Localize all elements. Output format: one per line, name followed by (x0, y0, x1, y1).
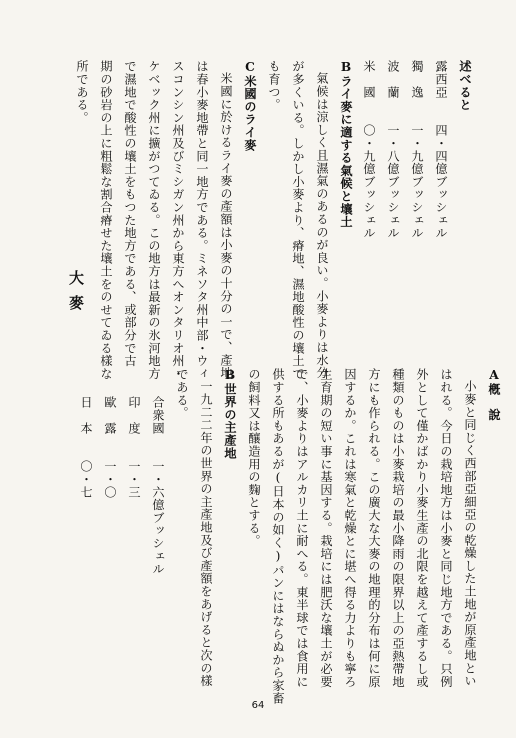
lower_table-line-t2: 印 度 一・三 (127, 396, 141, 499)
upper_right-line-heading_c: C米國のライ麥 (243, 60, 257, 152)
lower_right-line-q3: 外として僅かばかり小麥生產の北限を越えて產するし或 (415, 368, 429, 688)
upper_right-line-p10: 所である。 (75, 60, 89, 124)
lower_right-line-heading_a: A槪 說 (487, 368, 501, 421)
upper_right-line-p7: ケベック州に擴がつてゐる。この地方は最新の氷河地方 (147, 60, 161, 380)
lower_table-line-t4: 日 本 〇・七 (79, 396, 93, 499)
section-heading: 大麥 (67, 270, 85, 320)
lower_table-line-t3: 歐 露 一・〇 (103, 396, 117, 499)
upper_right-line-p2: が多くいる。しかし小麥より、瘠地、濕地酸性の壤土で (291, 60, 305, 380)
lower_right-line-q6: 因するか。これは寒氣と乾燥とに堪へ得る力よりも寧ろ (343, 368, 357, 688)
lower_right-line-heading_b2: B世界の主產地 (223, 368, 237, 460)
lower_right-line-q10: の飼料又は釀造用の麴とする。 (247, 368, 261, 548)
upper_right-line-row2: 獨 逸 一・九億ブッシェル (410, 60, 424, 240)
lower_right-line-q4: 種類のものは小麥栽培の最小降雨の限界以上の亞熱帶地 (391, 368, 405, 688)
lower_right-line-q5: 方にも作られる。この廣大な大麥の地理的分布は何に原 (367, 368, 381, 688)
lower_right-line-q9: 供する所もあるが(日本の如く)パンにはならぬから家畜 (271, 368, 285, 705)
upper_right-line-p9: 期の砂岩の上に粗鬆な割合瘠せた壤土をのせてゐる樣な (99, 60, 113, 380)
upper_right-line-p8: で濕地で酸性の壤土をもつた地方である、或部分で古 (123, 60, 137, 368)
upper_right-line-row1: 露西亞 四・四億ブッシェル (434, 60, 448, 240)
upper_right-line-heading_b: Bライ麥に適する氣候と壤土 (339, 60, 353, 229)
upper_right-line-row3: 波 蘭 一・八億ブッシェル (386, 60, 400, 240)
upper_right-line-p4: 米國に於けるライ麥の產額は小麥の十分の一で、產地 (219, 72, 233, 380)
lower_right-line-q11: 一九二二年の世界の主產地及び產額をあげると次の樣 (199, 380, 213, 688)
upper_right-line-p1: 氣候は涼しく且濕氣のあるのが良い。小麥よりは水分 (315, 72, 329, 380)
upper_right-line-row4: 米 國 〇・九億ブッシェル (362, 60, 376, 240)
upper_right-line-p5: は春小麥地帶と同一地方である。ミネソタ州中部・ウィ (195, 60, 209, 380)
lower_right-line-q7: 生育期の短い事に基因する。栽培には肥沃な壤土が必要 (319, 368, 333, 688)
lower_table-line-t1: 合衆國 一・六億ブッシェル (151, 396, 165, 576)
lower_right-line-q1: 小麥と同じく西部亞細亞の乾燥した土地が原產地とい (463, 380, 477, 688)
lower_right-line-q8: で、小麥よりはアルカリ土に耐へる。東半球では食用に (295, 368, 309, 688)
upper_right-line-intro: 述べると (458, 60, 472, 112)
upper_right-line-p3: も育つ。 (267, 60, 281, 112)
upper_right-line-p6: スコンシン州及びミシガン州から東方へオンタリオ州・ (171, 60, 185, 380)
lower_right-line-q2: はれる。今日の栽培地方は小麥と同じ地方である。只例 (439, 368, 453, 688)
lower_right-line-q12: である。 (175, 368, 189, 420)
page-number: 64 (251, 700, 265, 711)
